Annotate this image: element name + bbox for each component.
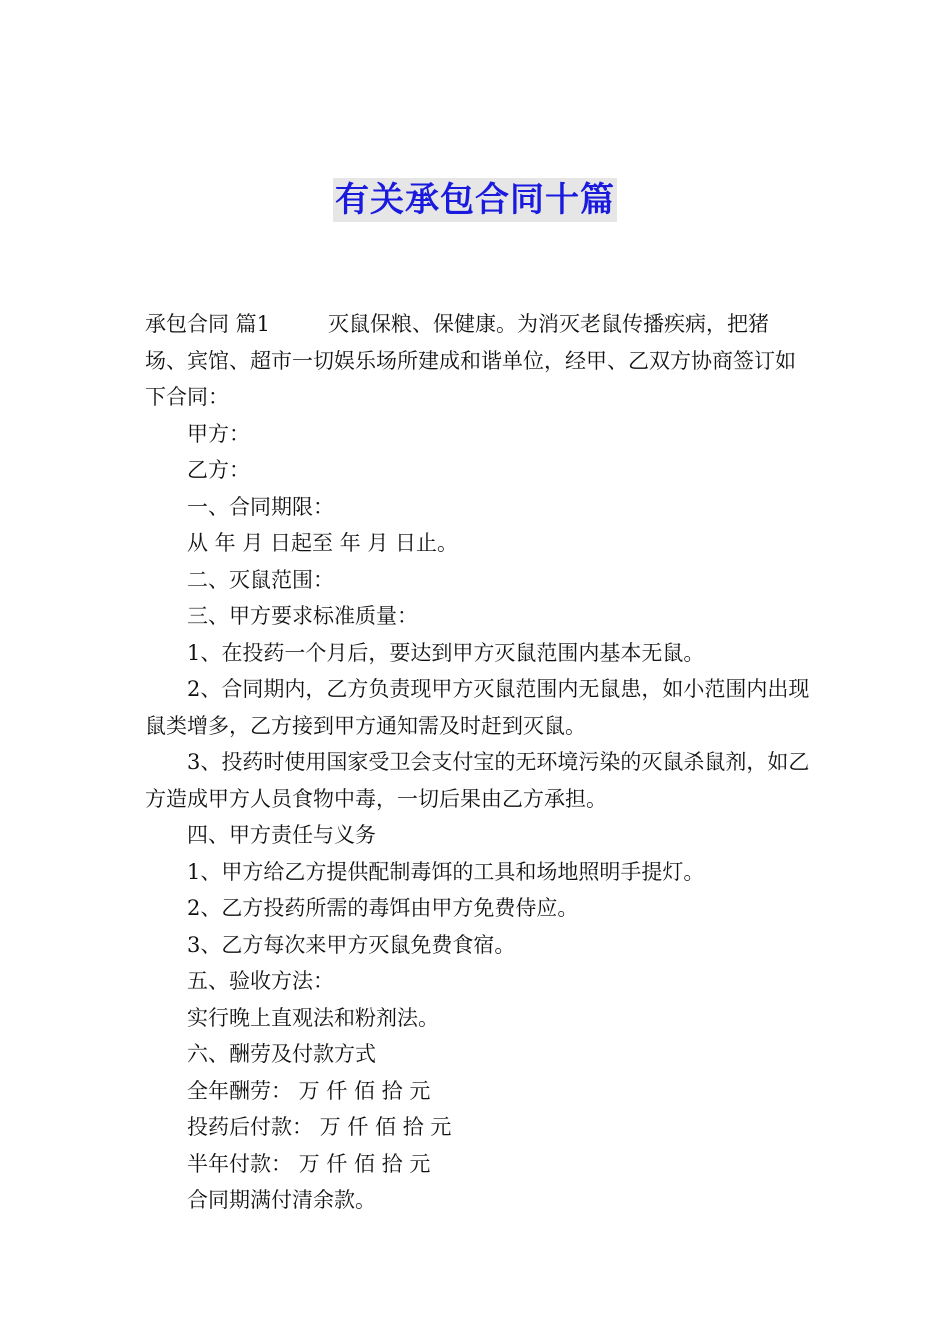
party-a-line: 甲方： [187,421,250,446]
responsibility-item-1: 1、甲方给乙方提供配制毒饵的工具和场地照明手提灯。 [187,859,705,884]
heading-quality: 三、甲方要求标准质量： [187,604,418,628]
document-body [145,306,810,1219]
quality-item-3: 3、投药时使用国家受卫会支付宝的无环境污染的灭鼠杀鼠剂，如乙方造成甲方人员食物中毒，一切后果由乙方承担。 [145,750,810,811]
heading-payment: 六、酬劳及付款方式 [187,1042,376,1066]
heading-acceptance: 五、验收方法： [187,969,334,993]
responsibility-item-2: 2、乙方投药所需的毒饵由甲方免费侍应。 [187,896,579,920]
heading-contract-period: 一、合同期限： [187,494,334,519]
heading-responsibility: 四、甲方责任与义务 [187,823,376,847]
payment-annual: 全年酬劳： 万 仟 佰 拾 元 [187,1078,431,1103]
payment-final: 合同期满付清余款。 [187,1188,376,1212]
payment-after-dosing: 投药后付款： 万 仟 佰 拾 元 [187,1115,452,1139]
document-title: 有关承包合同十篇 [335,180,615,220]
heading-scope: 二、灭鼠范围： [187,567,334,592]
contract-period-text: 从 年 月 日起至 年 月 日止。 [187,531,459,555]
party-b-line: 乙方： [187,458,250,482]
intro-paragraph [145,306,810,416]
payment-half-year: 半年付款： 万 仟 佰 拾 元 [187,1151,431,1176]
acceptance-text: 实行晚上直观法和粉剂法。 [187,1005,439,1030]
section-label: 承包合同 篇1 [145,312,271,336]
quality-item-1: 1、在投药一个月后，要达到甲方灭鼠范围内基本无鼠。 [187,640,705,665]
intro-text: 灭鼠保粮、保健康。为消灭老鼠传播疾病，把猪场、宾馆、超市一切娱乐场所建成和谐单位，经甲、乙双方协商签订如下合同： [145,312,796,409]
title-container [0,178,950,222]
responsibility-item-3: 3、乙方每次来甲方灭鼠免费食宿。 [187,932,516,957]
quality-item-2: 2、合同期内，乙方负责现甲方灭鼠范围内无鼠患，如小范围内出现鼠类增多，乙方接到甲方通知需及时赶到灭鼠。 [145,677,810,738]
